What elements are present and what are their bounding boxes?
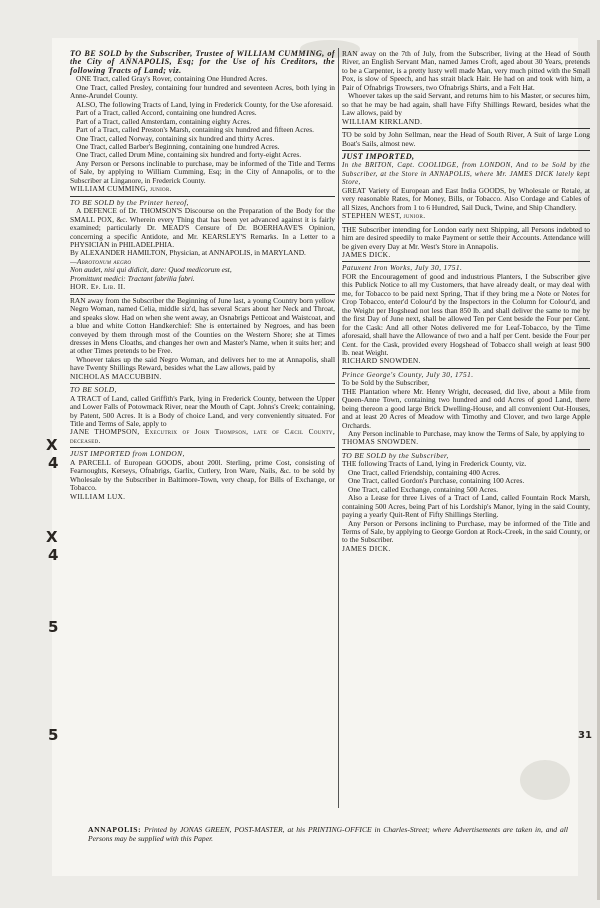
ad-divider: [70, 196, 335, 197]
ad-heading: TO BE SOLD by the Printer hereof,: [70, 197, 189, 207]
ad-paragraph: ALSO, The following Tracts of Land, lying in Frederick County, for the Use aforesaid.: [76, 99, 333, 109]
margin-mark: 4: [48, 454, 59, 472]
ad-paragraph: One Tract, called Norway, containing six hundred and thirty Acres.: [76, 133, 275, 143]
ad-motto-line: —Abrotonum aegro: [70, 256, 132, 266]
ad-divider: [342, 128, 590, 129]
ad-heading: TO BE SOLD,: [70, 385, 117, 395]
ad-signature: NICHOLAS MACCUBBIN.: [70, 371, 162, 381]
ad-paragraph: Any Person inclinable to Purchase, may know the Terms of Sale, by applying to: [348, 429, 585, 439]
ad-paragraph: A DEFENCE of Dr. THOMSON'S Discourse on the Preparation of the Body for the SMALL POX, &c. Wherein every Thing that has been yet advanced against it is fairly examined; particularly Dr. MEAD'S Censure of Dr. BOERHAAVE'S Opinion, concerning a specific Antidote, and Mr. KEARSLEY'S Remarks. In a Letter to a PHYSICIAN in PHILADELPHIA.: [70, 206, 335, 249]
ad-paragraph: One Tract, called Presley, containing four hundred and seventeen Acres, both lying in Anne-Arundel County.: [70, 82, 335, 101]
ad-paragraph: One Tract, called Exchange, containing 500 Acres.: [348, 484, 499, 494]
left-column: [70, 50, 335, 503]
ad-wright-plantation: [342, 371, 590, 447]
ad-heading: TO BE SOLD by the Subscriber,: [342, 450, 449, 460]
ad-paragraph: THE Plantation where Mr. Henry Wright, deceased, did live, about a Mile from Queen-Anne Town, containing two hundred and odd Acres of good Land, there being thereon a good large Brick Dwelling-House, and all convenient Out-Houses, and at least 20 Acres of Meadow with Timothy and Clover, and two large Apple Orchards.: [342, 386, 590, 430]
ad-divider: [342, 261, 590, 262]
ad-paragraph: Part of a Tract, called Accord, containing one hundred Acres.: [76, 108, 257, 118]
ad-heading: Prince George's County, July 30, 1751.: [342, 369, 474, 379]
ad-paragraph: Part of a Tract, called Preston's Marsh, containing six hundred and fifteen Acres.: [76, 125, 314, 135]
ad-paragraph: One Tract, called Drum Mine, containing six hundred and forty-eight Acres.: [76, 150, 302, 160]
ad-paragraph: A TRACT of Land, called Griffith's Park, lying in Frederick County, between the Upper and Lower Falls of Potowmack River, near the Mouth of Capt. Johns's Creek; containing, by Patent, 500 Acres. It is a Body of choice Land, and very conveniently situated. For Title and Terms of Sale, apply to: [70, 393, 335, 429]
printer-imprint: [88, 825, 568, 843]
ad-paragraph: A PARCELL of European GOODS, about 200l. Sterling, prime Cost, consisting of Fearnoughts, Kerseys, Ofnabrigs, Garlix, Cutlery, Iron Ware, Nails, &c. to be sold by Wholesale by the Subscriber in Baltimore-Town, very cheap, for Bills of Exchange, or Tobacco.: [70, 457, 335, 493]
ad-paragraph: Whoever takes up the said Negro Woman, and delivers her to me at Annapolis, shall have Twenty Shillings Reward, besides what the Law allows, paid by: [70, 354, 335, 373]
ad-motto-line: HOR. Ep. Lib. II.: [70, 282, 126, 292]
ad-divider: [342, 368, 590, 369]
ad-divider: [342, 150, 590, 151]
ad-paragraph: Also a Lease for three Lives of a Tract of Land, called Fountain Rock Marsh, containing 500 Acres, being Part of his Lordship's Manor, lying in the said County, paying a yearly Quit-Rent of Fifty Shillings Sterling.: [342, 493, 590, 520]
imprint-text: Printed by JONAS GREEN, POST-MASTER, at his PRINTING-OFFICE in Charles-Street; where Advertisements are taken in, and all Persons may be supplied with this Paper.: [88, 825, 568, 843]
ad-paragraph: By ALEXANDER HAMILTON, Physician, at ANNAPOLIS, in MARYLAND.: [70, 248, 306, 258]
ad-cumming-lands: [70, 50, 335, 194]
ad-defence-pamphlet: [70, 199, 335, 292]
ad-dick-notice: [342, 226, 590, 260]
ad-divider: [70, 383, 335, 384]
ad-paragraph: One Tract, called Friendship, containing 400 Acres.: [348, 467, 501, 477]
ad-subheading: In the BRITON, Capt. COOLIDGE, from LONDON, And to be Sold by the Subscriber, at the Store in ANNAPOLIS, where Mr. JAMES DICK lately kept Store,: [342, 161, 590, 187]
ad-heading: TO BE SOLD by the Subscriber, Trustee of WILLIAM CUMMING, of the City of ANNAPOLIS, Esq; for the Use of his Creditors, the following Tracts of Land; viz.: [70, 50, 335, 75]
ad-paragraph: Any Person or Persons inclinable to purchase, may be informed of the Title and Terms of Sale, by applying to William Cumming, Esq; in the City of Annapolis, or to the Subscriber at Linganore, in Frederick County.: [70, 158, 335, 185]
ad-divider: [342, 449, 590, 450]
ad-divider: [70, 447, 335, 448]
ad-paragraph: Whoever takes up the said Servant, and returns him to his Master, or secures him, so that he may be had again, shall have Fifty Shillings Reward, besides what the Law allows, paid by: [342, 91, 590, 118]
margin-mark: X: [46, 528, 58, 546]
ad-signature: STEPHEN WEST, junior.: [342, 211, 426, 221]
ad-boat-sails: [342, 131, 590, 148]
ad-paragraph: RAN away on the 7th of July, from the Subscriber, living at the Head of South River, an English Servant Man, named James Croft, aged about 30 Years, pretends to be a Carpenter, is a pretty lusty well made Man, very much pitted with the Small Pox, is slow of Speech, and has strait black Hair. He had on and took with him, a Pair of Ofnabrigs Trowsers, two Ofnabrigs Shirts, and a Felt Hat.: [342, 50, 590, 92]
ad-motto-line: Non audet, nisi qui didicit, dare: Quod medicorum est,: [70, 265, 232, 275]
ad-paragraph: RAN away from the Subscriber the Beginning of June last, a young Country born yellow Negro Woman, named Celia, middle siz'd, has several Scars about her Neck and Throat, and speaks slow. Had on when she went away, an Osnabrigs Petticoat and Waistcoat, and a blue and white Cotton Handkerchief: She is entertained by Negroes, and has been conveyed by them through most of the Counties on the Western Shore; she at Times dresses in Mens Cloaths, and changes her own and Master's Name, when it suits her; and at other Times pretends to be Free.: [70, 295, 335, 356]
ad-runaway-croft: [342, 50, 590, 126]
ad-paragraph: THE Subscriber intending for London early next Shipping, all Persons indebted to him are desired speedily to make Payment or settle their Accounts. Attendance will be given every Day at Mr. West's Store in Annapolis.: [342, 224, 590, 251]
ad-signature: WILLIAM KIRKLAND.: [342, 116, 423, 126]
column-rule: [338, 48, 339, 808]
ad-divider: [342, 223, 590, 224]
edge-mark: 31: [578, 730, 592, 741]
ad-frederick-tracts: [342, 452, 590, 553]
ad-paragraph: Part of a Tract, called Amsterdam, containing eighty Acres.: [76, 116, 252, 126]
ad-motto-line: Promittunt medici: Tractant fabrilia fabri.: [70, 273, 195, 283]
ad-european-goods: [70, 450, 335, 501]
right-column: [342, 50, 590, 555]
ad-heading: JUST IMPORTED from LONDON,: [70, 449, 185, 459]
ad-signature: WILLIAM CUMMING, junior.: [70, 184, 172, 194]
ad-signature: JAMES DICK.: [342, 543, 391, 553]
ad-paragraph: One Tract, called Gordon's Purchase, containing 100 Acres.: [348, 476, 525, 486]
ad-signature: JANE THOMPSON, Executrix of John Thompson, late of Cæcil County, deceased.: [70, 427, 335, 445]
ad-paragraph: GREAT Variety of European and East India GOODS, by Wholesale or Retale, at very reasonable Rates, for Money, Bills, or Tobacco. Also Cordage and Cables of all Sizes, Anchors from 1 to 6 Hundred, Sail Duck, Twine, and Ship Chandlery.: [342, 185, 590, 212]
ad-paragraph: ONE Tract, called Gray's Rover, containing One Hundred Acres.: [76, 74, 268, 84]
ad-signature: WILLIAM LUX.: [70, 491, 126, 501]
imprint-lead: ANNAPOLIS:: [88, 825, 142, 834]
ad-paragraph: THE following Tracts of Land, lying in Frederick County, viz.: [342, 459, 527, 469]
ad-signature: THOMAS SNOWDEN.: [342, 437, 419, 447]
ad-signature: RICHARD SNOWDEN.: [342, 356, 421, 366]
ad-griffiths-park: [70, 386, 335, 445]
ad-runaway-celia: [70, 297, 335, 382]
margin-mark: X: [46, 436, 58, 454]
ad-paragraph: One Tract, called Barber's Beginning, containing one hundred Acres.: [76, 141, 280, 151]
ad-paragraph: FOR the Encouragement of good and industrious Planters, I the Subscriber give this Publick Notice to all my Customers, that have already dealt, or may deal with me, for Tobacco to be paid next Spring, That if they bring me a Note or Notes for Crop Tobacco, enter'd Colour'd by the Inspectors in the Column for Colour'd, and the Weight per Hogshead not less than 850 lb. and shall deliver the same to me by the first Day of June next, shall be allowed Ten per Cent beside the Four per Cent. for the Cask: And all other Notes delivered me for Leaf-Tobacco, by the Time aforesaid, shall have the Allowance of two and a half per Cent. beside the Four per Cent. for the Cask, provided every Hogshead of Tobacco shall weigh at least 900 lb. neat Weight.: [342, 271, 590, 357]
ad-heading: JUST IMPORTED,: [342, 151, 415, 161]
ad-subheading: To be Sold by the Subscriber,: [342, 378, 430, 388]
margin-mark: 5: [48, 618, 59, 636]
ad-paragraph: Any Person or Persons inclining to Purchase, may be informed of the Title and Terms of Sale, by applying to George Gordon at Rock-Creek, in the said County, or to the Subscriber.: [342, 518, 590, 545]
margin-mark: 4: [48, 546, 59, 564]
margin-mark: 5: [48, 726, 59, 744]
ad-paragraph: TO be sold by John Sellman, near the Head of South River, A Suit of large Long Boat's Sails, almost new.: [342, 130, 590, 148]
ad-signature: JAMES DICK.: [342, 249, 391, 259]
ad-heading: Patuxent Iron Works, July 30, 1751.: [342, 263, 463, 273]
ad-patuxent-iron-works: [342, 264, 590, 365]
ad-divider: [70, 294, 335, 295]
ad-briton-goods: [342, 153, 590, 221]
